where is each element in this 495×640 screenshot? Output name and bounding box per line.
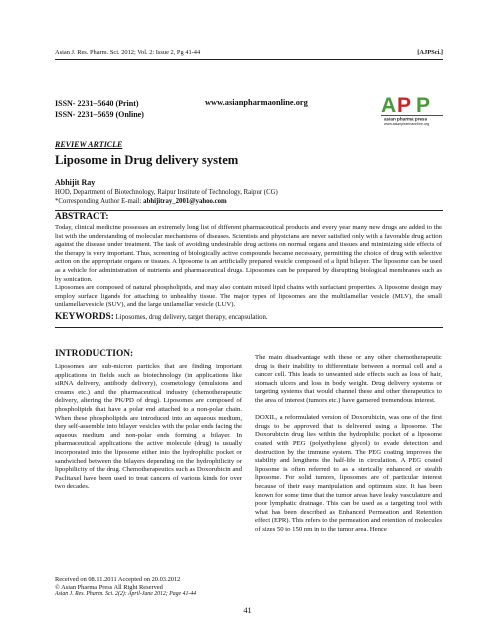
asian-pharma-press-logo	[380, 92, 444, 126]
logo-letter-p1: P	[397, 94, 412, 117]
author-affiliation	[55, 189, 278, 207]
keywords-heading: KEYWORDS:	[55, 312, 114, 322]
affiliation-line: HOD, Department of Biotechnology, Raipur Institute of Technology, Raipur (CG)	[55, 189, 278, 196]
journal-tag: [AJPSci.]	[417, 49, 443, 56]
received-accepted-dates: Received on 08.11.2011 Accepted on 20.03.2012	[55, 576, 181, 583]
keywords	[55, 312, 268, 322]
intro-right-paragraph-2: DOXIL, a reformulated version of Doxorubicin, was one of the first drugs to be approved that is delivered using a liposome. The Doxorubicin drug lies within the hydrophilic pocket of a liposome coated with PEG (polyethylene glycol) to evade detection and destruction by the immune system. The PEG coating improves the stability and lengthens the half-life in circulation. A PEG coated liposome is often referred to as a sterically enhanced or stealth liposome. For solid tumors, liposomes are of particular interest because of their easy manipulation and optimum size. It has been known for some time that the tumor areas have leaky vasculature and poor lymphatic drainage. This can be used as a targeting tool with what has been described as Enhanced Permeation and Retention effect (EPR). This refers to the permeation and retention of molecules of sizes 50 to 150 nm in to the tumor area. Hence	[255, 414, 442, 533]
article-type: REVIEW ARTICLE	[55, 140, 123, 149]
logo-line-2: www.asianpharmaonline.org	[384, 122, 430, 126]
author-name: Abhijit Ray	[55, 178, 96, 187]
logo-line-1: asian pharma press	[384, 116, 428, 122]
author-email-link[interactable]: abhijitray_2001@yahoo.com	[143, 197, 227, 205]
copyright-line: © Asian Pharma Press All Right Reserved	[55, 583, 163, 591]
intro-left-paragraph: Liposomes are sub-micron particles that are finding important applications in fields such as biotechnology (in applications like siRNA delivery, antibody delivery), cosmetology (emulsions and creams etc.) and the pharmaceutical industry (chemotherapeutic delivery, altering the PK/PD of drug). Liposomes are composed of phospholipids that have a polar end attached to a non-polar chain. When these phospholipids are introduced into an aqueous medium, they self-assemble into bilayer vesicles with the polar ends facing the aqueous medium and non-polar ends forming a bilayer. In pharmaceutical applications the active molecule (drug) is usually incorporated into the liposome either into the hydrophilic pocket or sandwiched between the bilayers depending on the hydrophilicity or lipophilicity of the drug. Chemotherapeutics such as Doxorubicin and Paclitaxel have been used to treat cancers of various kinds for over two decades.	[55, 363, 242, 491]
issn-online: ISSN- 2231–5659 (Online)	[55, 110, 144, 119]
issn-print: ISSN- 2231–5640 (Print)	[55, 99, 139, 108]
journal-reference: Asian J. Res. Pharm. Sci. 2012; Vol. 2: Issue 2, Pg 41-44	[55, 49, 201, 56]
intro-right-paragraph-1: The main disadvantage with these or any other chemotherapeutic drug is their inability to differentiate between a normal cell and a cancer cell. This leads to unwanted side effects such as loss of hair, stomach ulcers and loss in body weight. Drug delivery systems or targeting systems that would channel these and other therapeutics to the area of interest (tumors etc.) have garnered tremendous interest.	[255, 354, 442, 404]
corresponding-author: *Corresponding Author E-mail: abhijitray_2001@yahoo.com	[55, 197, 227, 205]
issn-block	[55, 98, 144, 120]
introduction-heading: INTRODUCTION:	[55, 349, 134, 359]
abstract-heading: ABSTRACT:	[55, 212, 109, 222]
article-footer	[55, 576, 196, 599]
article-title: Liposome in Drug delivery system	[55, 153, 239, 167]
page-number: 41	[243, 606, 252, 615]
header-rule	[55, 59, 443, 60]
abstract-paragraph-1: Today, clinical medicine possesses an extremely long list of different pharmaceutical products and every year many new drugs are added to the list with the understanding of molecular mechanisms of diseases. Scientists and physicians are never satisfied only with a favorable drug action against the disease under treatment. The task of avoiding undesirable drug actions on normal organs and tissues and minimizing side effects of the therapy is very important. Thus, screening of biologically active compounds became necessary, permitting the choice of drug with selective action on the appropriate organs or tissues. A liposome is an artificially prepared vesicle composed of a lipid bilayer. The liposome can be used as a vehicle for administration of nutrients and pharmaceutical drugs. Liposomes can be prepared by disrupting biological membranes such as by sonication.	[55, 224, 442, 283]
journal-citation: Asian J. Res. Pharm. Sci. 2(2): April-June 2012; Page 41-44	[55, 591, 197, 598]
left-column	[55, 363, 242, 501]
abstract-top-rule	[55, 210, 443, 211]
logo-letter-a: A	[381, 94, 397, 117]
keywords-text: Liposomes, drug delivery, target therapy, encapsulation.	[113, 314, 268, 321]
journal-website-link[interactable]: www.asianpharmaonline.org	[205, 98, 308, 107]
abstract-paragraph-2: Liposomes are composed of natural phospholipids, and may also contain mixed lipid chains with surfactant properties. A liposome design may employ surface ligands for attaching to unhealthy tissue. The major types of liposomes are the multilamellar vesicle (MLV), the small unilamellarvesicle (SUV), and the large unilamellar vesicle (LUV).	[55, 284, 442, 309]
keywords-rule	[55, 327, 443, 328]
logo-letter-p2: P	[416, 94, 431, 117]
right-column	[255, 354, 442, 543]
